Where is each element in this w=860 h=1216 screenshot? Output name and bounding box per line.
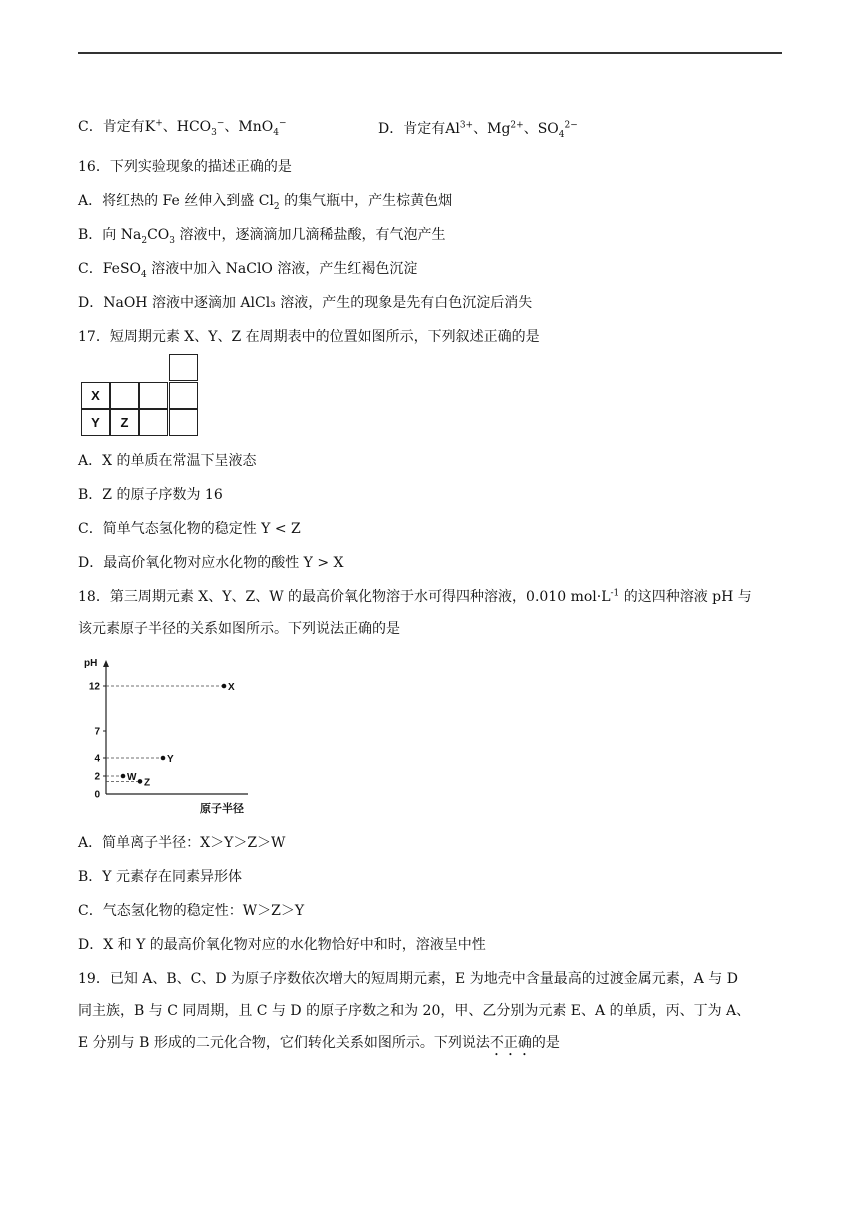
ion-charge: − [216, 118, 225, 129]
q17-option-a: A．X 的单质在常温下呈液态 [78, 453, 257, 469]
option-text: 溶液中，逐滴滴加几滴稀盐酸，有气泡产生 [175, 227, 446, 243]
ion-charge: + [155, 118, 163, 129]
q18-option-b: B．Y 元素存在同素异形体 [78, 869, 242, 885]
table-cell-empty [169, 354, 198, 381]
q18-option-c: C．气态氢化物的稳定性：W＞Z＞Y [78, 903, 305, 919]
data-point [138, 779, 143, 784]
option-text: C．肯定有 [78, 119, 145, 135]
table-cell-z: Z [110, 409, 139, 436]
ion-charge: 3+ [459, 120, 474, 131]
ion: Al [445, 121, 460, 137]
y-tick-label: 12 [88, 681, 100, 693]
point-label: W [127, 772, 137, 783]
point-label: Y [167, 754, 174, 765]
q16-option-c [78, 260, 417, 278]
point-label: Z [144, 777, 151, 789]
option-text: D．肯定有 [378, 121, 446, 137]
q17-stem: 17．短周期元素 X、Y、Z 在周期表中的位置如图所示，下列叙述正确的是 [78, 329, 540, 345]
ion-charge: − [279, 118, 287, 129]
q16-option-b [78, 226, 445, 244]
y-tick-label: 0 [94, 789, 100, 801]
table-cell-empty [139, 409, 168, 436]
subscript: 2 [141, 235, 148, 246]
point-label: X [228, 682, 235, 693]
chart-axes [84, 658, 248, 815]
option-text: 溶液中加入 NaClO 溶液，产生红褐色沉淀 [146, 261, 418, 277]
ion: SO [537, 121, 559, 137]
chart-ticks [89, 682, 106, 801]
periodic-table-fragment [81, 354, 201, 438]
stem-text: 的是 [531, 1035, 560, 1051]
ion-subscript: 4 [273, 127, 279, 138]
q16-option-a [78, 192, 452, 210]
q19-line2: 同主族，B 与 C 同周期，且 C 与 D 的原子序数之和为 20，甲、乙分别为元素 E、A 的单质，丙、丁为 A、 [78, 1003, 751, 1019]
emphasized-text: 不正确 [489, 1035, 532, 1051]
y-tick-label: 2 [94, 771, 100, 783]
q19-line3 [78, 1034, 560, 1059]
ph-radius-chart [78, 652, 278, 816]
data-point [121, 774, 126, 779]
stem-text: 18．第三周期元素 X、Y、Z、W 的最高价氧化物溶于水可得四种溶液，0.010 mol·L [78, 589, 611, 605]
stem-text: 的这四种溶液 pH 与 [619, 589, 752, 605]
x-axis-label: 原子半径 [200, 803, 244, 815]
table-cell-empty [169, 382, 198, 409]
option-text: 的集气瓶中，产生棕黄色烟 [279, 193, 453, 209]
ion-subscript: 4 [558, 129, 565, 140]
ion: Mg [487, 121, 511, 137]
table-cell-x: X [81, 382, 110, 409]
q16-stem: 16．下列实验现象的描述正确的是 [78, 159, 292, 175]
chart-svg [78, 652, 278, 816]
stem-text: E 分别与 B 形成的二元化合物，它们转化关系如图所示。下列说法 [78, 1035, 490, 1051]
header-rule [78, 52, 782, 54]
q17-option-d: D．最高价氧化物对应水化物的酸性 Y > X [78, 555, 344, 571]
q19-line1: 19．已知 A、B、C、D 为原子序数依次增大的短周期元素，E 为地壳中含量最高的过渡金属元素，A 与 D [78, 971, 738, 987]
y-axis-label: pH [84, 658, 98, 669]
separator: 、 [162, 119, 177, 135]
ion: MnO [238, 119, 274, 135]
y-tick-label: 4 [94, 753, 100, 765]
separator: 、 [523, 121, 538, 137]
subscript: 2 [273, 201, 280, 212]
ion: HCO [176, 119, 212, 135]
y-tick-label: 7 [94, 726, 100, 738]
q16-option-d: D．NaOH 溶液中逐滴加 AlCl₃ 溶液，产生的现象是先有白色沉淀后消失 [78, 295, 533, 311]
chart-points [106, 682, 235, 788]
data-point [222, 684, 227, 689]
option-text: A．将红热的 Fe 丝伸入到盛 Cl [78, 193, 274, 209]
unit-superscript: -1 [610, 588, 620, 599]
q18-stem-line1 [78, 588, 752, 606]
q17-option-b: B．Z 的原子序数为 16 [78, 487, 223, 503]
ion-charge: 2− [564, 120, 578, 131]
table-cell-empty [110, 382, 139, 409]
q17-option-c: C．简单气态氢化物的稳定性 Y < Z [78, 521, 301, 537]
q15-option-d [378, 118, 578, 138]
ion: K [144, 119, 156, 135]
option-text: C．FeSO [78, 261, 142, 277]
ion-charge: 2+ [510, 120, 524, 131]
data-point [161, 756, 166, 761]
table-cell-y: Y [81, 409, 110, 436]
table-cell-empty [139, 382, 168, 409]
table-cell-empty [169, 409, 198, 436]
subscript: 4 [141, 269, 147, 280]
q18-option-d: D．X 和 Y 的最高价氧化物对应的水化物恰好中和时，溶液呈中性 [78, 937, 486, 953]
q18-stem-line2: 该元素原子半径的关系如图所示。下列说法正确的是 [78, 621, 400, 637]
ion-subscript: 3 [211, 127, 217, 138]
q18-option-a: A．简单离子半径：X＞Y＞Z＞W [78, 835, 286, 851]
q15-option-c [78, 118, 287, 136]
separator: 、 [224, 119, 239, 135]
y-axis-arrow [103, 660, 109, 667]
option-text: CO [147, 227, 170, 243]
separator: 、 [473, 121, 488, 137]
subscript: 3 [169, 235, 176, 246]
option-text: B．向 Na [78, 227, 142, 243]
